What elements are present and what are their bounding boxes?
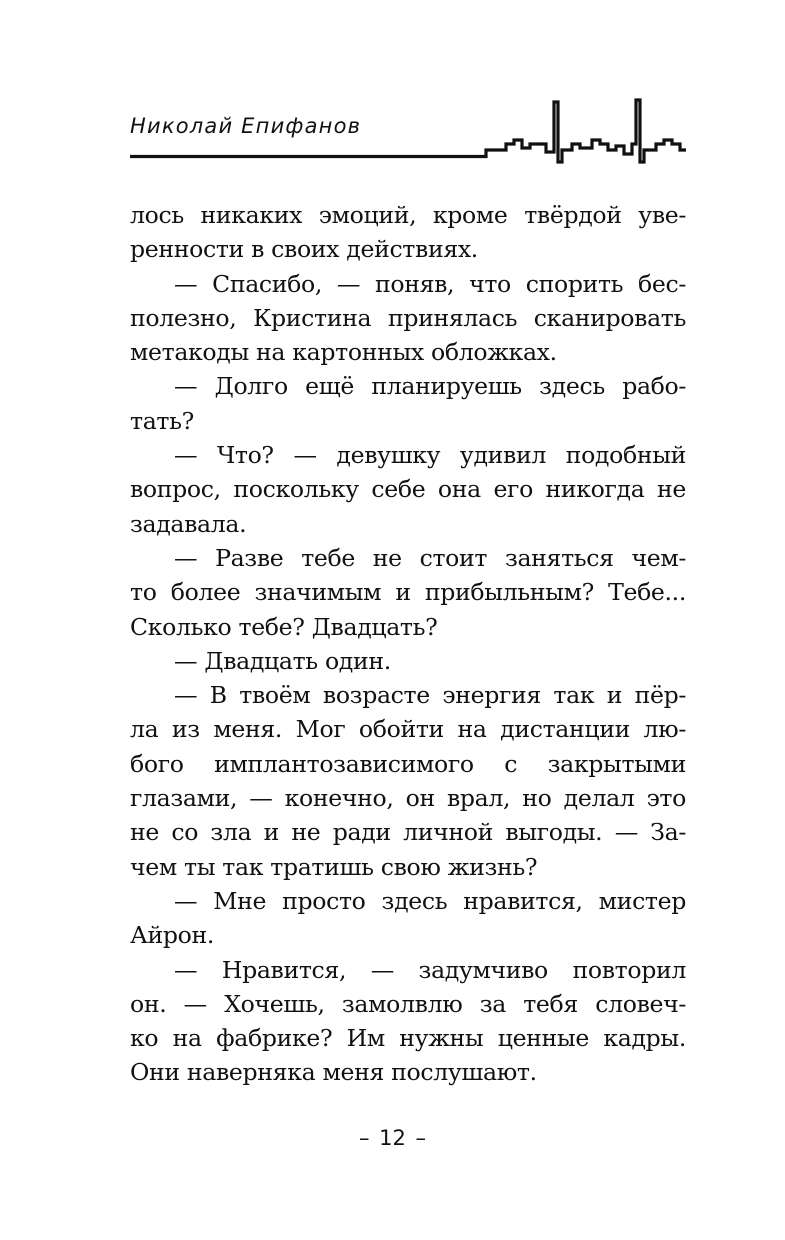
text-line: ренности в своих действиях. (130, 235, 478, 264)
text-line: чем ты так тратишь свою жизнь? (130, 852, 538, 881)
header-heartbeat-rule (0, 0, 785, 200)
text-line: бого имплантозависимого с закрытыми (130, 749, 686, 778)
text-line: тать? (130, 406, 194, 435)
text-line: лось никаких эмоций, кроме твёрдой уве- (130, 201, 686, 229)
text-line: метакоды на картонных обложках. (130, 338, 557, 367)
text-line: глазами, — конечно, он врал, но делал это (130, 784, 686, 813)
text-line: — Двадцать один. (174, 646, 391, 675)
text-line: Они наверняка меня послушают. (130, 1058, 537, 1087)
text-line: он. — Хочешь, замолвлю за тебя словеч- (130, 989, 686, 1018)
text-line: — Мне просто здесь нравится, мистер (174, 886, 686, 915)
text-line: задавала. (130, 509, 247, 538)
text-line: — Нравится, — задумчиво повторил (174, 955, 686, 984)
body-text (130, 198, 686, 1090)
heartbeat-line (130, 100, 686, 162)
page-number: – 12 – (358, 1126, 427, 1150)
text-line: — Что? — девушку удивил подобный (174, 441, 686, 470)
text-line: вопрос, поскольку себе она его никогда не (130, 475, 686, 504)
text-line: Айрон. (130, 921, 215, 950)
running-head-author: Николай Епифанов (130, 114, 362, 138)
text-line: — Долго ещё планируешь здесь рабо- (174, 372, 686, 401)
text-line: не со зла и не ради личной выгоды. — За- (130, 818, 686, 847)
text-line: ла из меня. Мог обойти на дистанции лю- (130, 715, 686, 744)
text-line: — Разве тебе не стоит заняться чем- (174, 543, 686, 572)
text-line: — Спасибо, — поняв, что спорить бес- (174, 269, 686, 298)
text-line: полезно, Кристина принялась сканировать (130, 303, 686, 332)
text-line: — В твоём возрасте энергия так и пёр- (174, 681, 686, 710)
text-line: ко на фабрике? Им нужны ценные кадры. (130, 1024, 686, 1053)
text-line: Сколько тебе? Двадцать? (130, 612, 438, 641)
text-line: то более значимым и прибыльным? Тебе... (130, 578, 686, 607)
